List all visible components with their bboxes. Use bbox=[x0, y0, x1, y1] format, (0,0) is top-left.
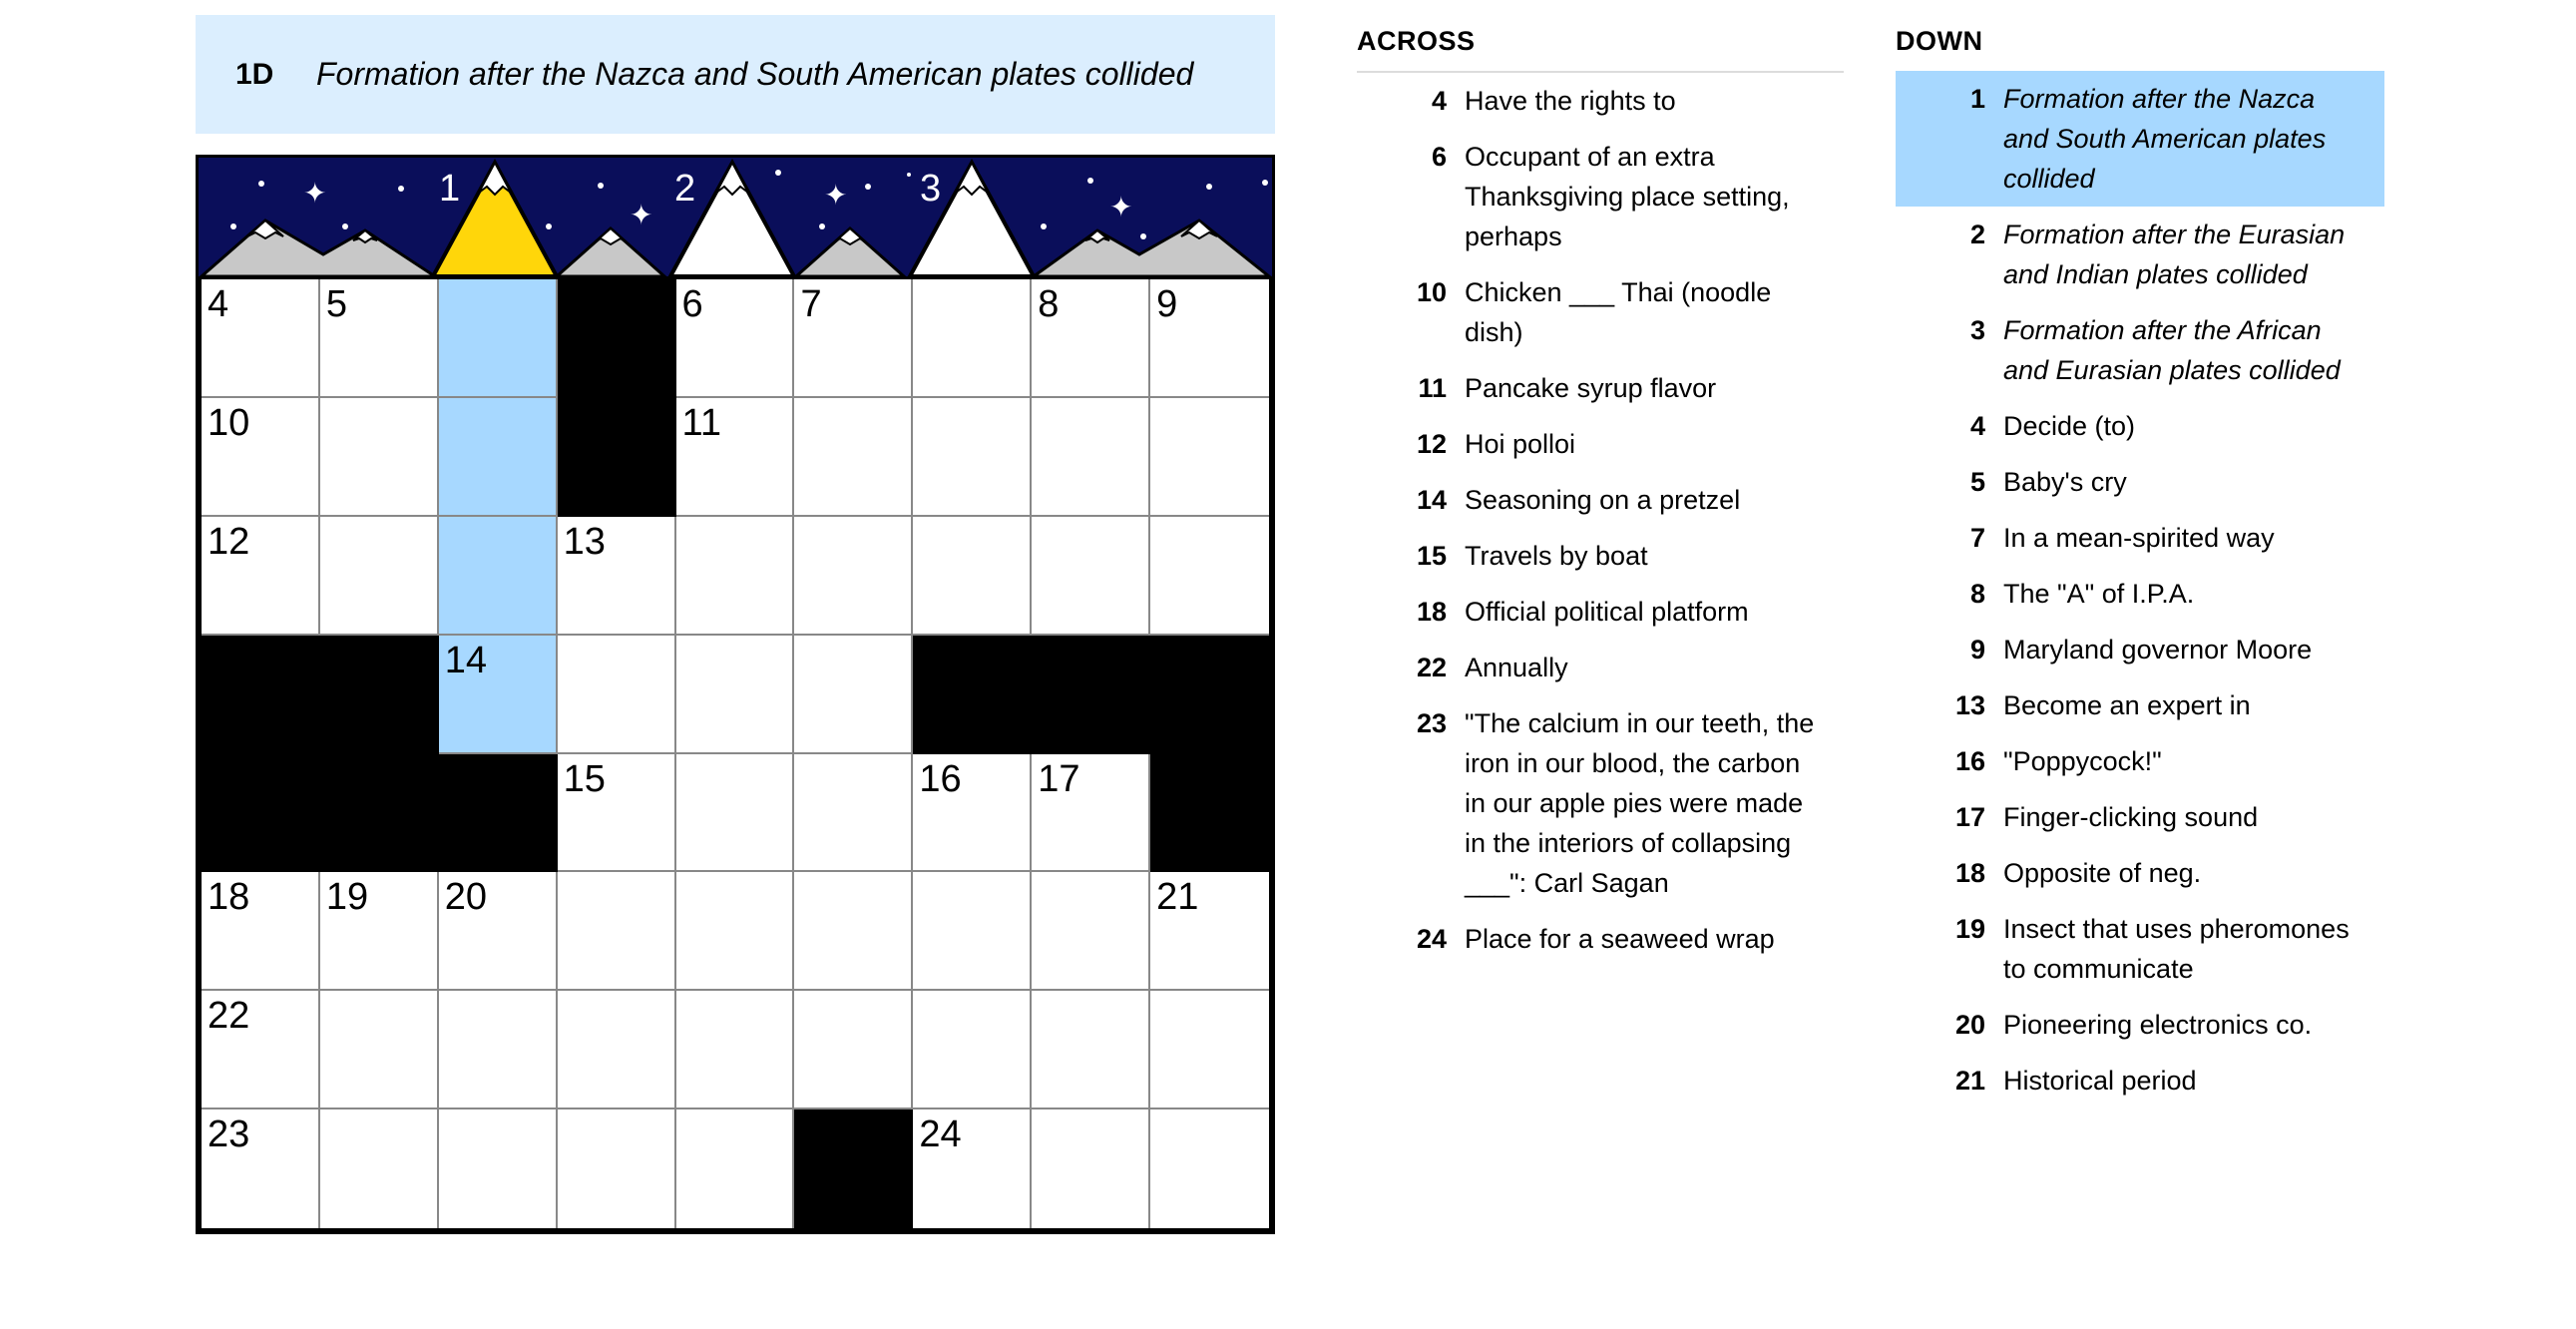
clue-number: 8 bbox=[1969, 579, 1985, 609]
clue-number: 11 bbox=[1418, 373, 1447, 403]
cell-number: 5 bbox=[325, 283, 348, 325]
header-number-1: 1 bbox=[439, 168, 461, 210]
down-clue-16[interactable] bbox=[1896, 733, 2384, 789]
grid-cell[interactable] bbox=[558, 517, 676, 636]
cell-number: 20 bbox=[444, 876, 488, 919]
grid-cell[interactable] bbox=[1150, 279, 1269, 398]
current-clue-bar bbox=[196, 15, 1275, 134]
grid-cell[interactable] bbox=[1150, 872, 1269, 991]
grid-cell[interactable] bbox=[794, 754, 913, 873]
clue-text: Insect that uses pheromones to communicate bbox=[2003, 914, 2350, 984]
clue-text: "The calcium in our teeth, the iron in our blood, the carbon in our apple pies were made in the interiors of collapsing ___": Carl Sagan bbox=[1465, 708, 1815, 898]
grid-cell[interactable] bbox=[202, 398, 320, 517]
down-clue-1[interactable] bbox=[1896, 71, 2384, 207]
down-clue-7[interactable] bbox=[1896, 510, 2384, 566]
clue-text: Seasoning on a pretzel bbox=[1465, 485, 1741, 515]
clue-number: 2 bbox=[1969, 220, 1985, 249]
clue-text: Annually bbox=[1465, 653, 1568, 682]
grid-cell[interactable] bbox=[794, 279, 913, 398]
down-heading: DOWN bbox=[1896, 26, 1983, 56]
clue-number: 19 bbox=[1954, 914, 1985, 944]
down-clue-2[interactable] bbox=[1896, 207, 2384, 302]
grid-cell[interactable] bbox=[558, 636, 676, 754]
grid-cell[interactable] bbox=[320, 279, 439, 398]
down-clue-18[interactable] bbox=[1896, 845, 2384, 901]
clue-number: 21 bbox=[1954, 1066, 1985, 1096]
grid-cell[interactable] bbox=[320, 1109, 439, 1228]
clue-number: 6 bbox=[1431, 142, 1447, 172]
clue-number: 13 bbox=[1954, 690, 1985, 720]
grid-cell[interactable] bbox=[439, 279, 558, 398]
block-cell bbox=[558, 398, 676, 517]
across-clue-10[interactable] bbox=[1357, 264, 1844, 360]
grid-cell[interactable] bbox=[676, 991, 795, 1109]
clue-number: 9 bbox=[1969, 635, 1985, 664]
clue-number: 15 bbox=[1416, 541, 1447, 571]
cell-number: 13 bbox=[563, 520, 606, 563]
clue-text: Opposite of neg. bbox=[2003, 858, 2202, 888]
grid-cell[interactable] bbox=[913, 279, 1032, 398]
clue-number: 24 bbox=[1416, 924, 1447, 954]
grid-cell[interactable] bbox=[558, 754, 676, 873]
grid-cell[interactable] bbox=[794, 872, 913, 991]
grid-cell[interactable] bbox=[913, 872, 1032, 991]
across-clue-18[interactable] bbox=[1357, 584, 1844, 640]
across-clue-24[interactable] bbox=[1357, 911, 1844, 967]
down-clue-20[interactable] bbox=[1896, 997, 2384, 1053]
cell-number: 18 bbox=[208, 876, 250, 919]
across-clue-15[interactable] bbox=[1357, 528, 1844, 584]
block-cell bbox=[1032, 636, 1150, 754]
down-clue-4[interactable] bbox=[1896, 398, 2384, 454]
cell-number: 12 bbox=[208, 520, 250, 563]
grid-cell[interactable] bbox=[202, 517, 320, 636]
grid-cell[interactable] bbox=[1150, 1109, 1269, 1228]
clue-number: 7 bbox=[1969, 523, 1985, 553]
grid-cell[interactable] bbox=[439, 398, 558, 517]
grid-cell[interactable] bbox=[676, 398, 795, 517]
current-clue-text: Formation after the Nazca and South American plates collided bbox=[316, 56, 1194, 92]
grid-cell[interactable] bbox=[202, 279, 320, 398]
current-clue-number: 1D bbox=[235, 57, 274, 91]
clue-number: 18 bbox=[1416, 597, 1447, 627]
cell-number: 8 bbox=[1038, 283, 1060, 325]
cell-number: 24 bbox=[919, 1113, 962, 1156]
grid-cell[interactable] bbox=[913, 991, 1032, 1109]
grid-cell[interactable] bbox=[439, 872, 558, 991]
clue-text: Formation after the Eurasian and Indian plates collided bbox=[2003, 220, 2346, 289]
clue-number: 1 bbox=[1969, 84, 1985, 114]
clue-text: Become an expert in bbox=[2003, 690, 2251, 720]
across-clue-6[interactable] bbox=[1357, 129, 1844, 264]
grid-cell[interactable] bbox=[1032, 279, 1150, 398]
clue-number: 16 bbox=[1954, 746, 1985, 776]
grid-cell[interactable] bbox=[676, 872, 795, 991]
grid-cell[interactable] bbox=[794, 991, 913, 1109]
down-clue-19[interactable] bbox=[1896, 901, 2384, 997]
cell-number: 16 bbox=[919, 757, 962, 800]
clue-text: Historical period bbox=[2003, 1066, 2197, 1096]
grid-cell[interactable] bbox=[439, 636, 558, 754]
grid-cell[interactable] bbox=[558, 1109, 676, 1228]
clue-text: In a mean-spirited way bbox=[2003, 523, 2275, 553]
clue-text: Pioneering electronics co. bbox=[2003, 1010, 2313, 1040]
across-heading: ACROSS bbox=[1357, 20, 1844, 73]
clue-text: Official political platform bbox=[1465, 597, 1749, 627]
cell-number: 4 bbox=[208, 283, 229, 325]
grid-cell[interactable] bbox=[1150, 398, 1269, 517]
clue-number: 5 bbox=[1969, 467, 1985, 497]
grid-cell[interactable] bbox=[202, 1109, 320, 1228]
clue-text: Finger-clicking sound bbox=[2003, 802, 2259, 832]
grid-cell[interactable] bbox=[320, 872, 439, 991]
clue-text: Formation after the African and Eurasian plates collided bbox=[2003, 315, 2341, 385]
down-clue-3[interactable] bbox=[1896, 302, 2384, 398]
cell-number: 19 bbox=[325, 876, 369, 919]
clue-text: Travels by boat bbox=[1465, 541, 1648, 571]
grid-cell[interactable] bbox=[676, 636, 795, 754]
down-clue-17[interactable] bbox=[1896, 789, 2384, 845]
block-cell bbox=[1150, 754, 1269, 873]
down-clue-9[interactable] bbox=[1896, 622, 2384, 677]
grid-cell[interactable] bbox=[202, 991, 320, 1109]
across-clue-12[interactable] bbox=[1357, 416, 1844, 472]
grid-cell[interactable] bbox=[794, 636, 913, 754]
cell-number: 7 bbox=[800, 283, 822, 325]
mountain-range-illustration bbox=[196, 155, 1275, 279]
clue-text: Have the rights to bbox=[1465, 86, 1676, 116]
cell-number: 14 bbox=[444, 639, 488, 681]
grid-cell[interactable] bbox=[1150, 517, 1269, 636]
svg-text:✦: ✦ bbox=[630, 200, 653, 230]
across-clue-22[interactable] bbox=[1357, 640, 1844, 695]
svg-text:✦: ✦ bbox=[303, 178, 327, 209]
grid-cell[interactable] bbox=[913, 1109, 1032, 1228]
cell-number: 6 bbox=[681, 283, 703, 325]
grid-cell[interactable] bbox=[794, 398, 913, 517]
clue-text: Hoi polloi bbox=[1465, 429, 1576, 459]
grid-cell[interactable] bbox=[1032, 398, 1150, 517]
across-clue-list bbox=[1357, 20, 1844, 967]
clue-number: 4 bbox=[1969, 411, 1985, 441]
block-cell bbox=[558, 279, 676, 398]
cell-number: 22 bbox=[208, 995, 250, 1038]
cell-number: 11 bbox=[681, 401, 721, 444]
clue-text: Place for a seaweed wrap bbox=[1465, 924, 1775, 954]
grid-cell[interactable] bbox=[439, 1109, 558, 1228]
block-cell bbox=[439, 754, 558, 873]
down-clue-8[interactable] bbox=[1896, 566, 2384, 622]
across-clue-4[interactable] bbox=[1357, 73, 1844, 129]
grid-cell[interactable] bbox=[1032, 991, 1150, 1109]
clue-number: 17 bbox=[1954, 802, 1985, 832]
clue-number: 4 bbox=[1431, 86, 1447, 116]
clue-number: 10 bbox=[1416, 277, 1447, 307]
block-cell bbox=[202, 754, 320, 873]
grid-cell[interactable] bbox=[913, 398, 1032, 517]
grid-cell[interactable] bbox=[1032, 1109, 1150, 1228]
down-clue-5[interactable] bbox=[1896, 454, 2384, 510]
grid-cell[interactable] bbox=[794, 517, 913, 636]
clue-text: Pancake syrup flavor bbox=[1465, 373, 1717, 403]
grid-cell[interactable] bbox=[1150, 991, 1269, 1109]
cell-number: 10 bbox=[208, 401, 250, 444]
mountain-header bbox=[196, 155, 1275, 279]
down-clue-21[interactable] bbox=[1896, 1053, 2384, 1108]
grid-cell[interactable] bbox=[558, 872, 676, 991]
down-clue-13[interactable] bbox=[1896, 677, 2384, 733]
block-cell bbox=[320, 754, 439, 873]
grid-cell[interactable] bbox=[676, 1109, 795, 1228]
grid-cell[interactable] bbox=[676, 279, 795, 398]
header-number-2: 2 bbox=[674, 168, 696, 210]
block-cell bbox=[202, 636, 320, 754]
clue-text: Decide (to) bbox=[2003, 411, 2136, 441]
clue-text: Maryland governor Moore bbox=[2003, 635, 2313, 664]
clue-number: 22 bbox=[1416, 653, 1447, 682]
svg-text:✦: ✦ bbox=[824, 180, 848, 211]
grid-cell[interactable] bbox=[320, 517, 439, 636]
clue-text: Baby's cry bbox=[2003, 467, 2127, 497]
cell-number: 17 bbox=[1038, 757, 1080, 800]
clue-number: 18 bbox=[1954, 858, 1985, 888]
grid-cell[interactable] bbox=[1032, 754, 1150, 873]
across-clue-23[interactable] bbox=[1357, 695, 1844, 911]
clue-text: Chicken ___ Thai (noodle dish) bbox=[1465, 277, 1772, 347]
grid-cell[interactable] bbox=[676, 517, 795, 636]
clue-number: 3 bbox=[1969, 315, 1985, 345]
across-clue-14[interactable] bbox=[1357, 472, 1844, 528]
svg-text:✦: ✦ bbox=[1109, 192, 1133, 222]
crossword-grid bbox=[196, 279, 1275, 1234]
header-number-3: 3 bbox=[920, 168, 942, 210]
clue-text: Formation after the Nazca and South American plates collided bbox=[2003, 84, 2327, 194]
block-cell bbox=[913, 636, 1032, 754]
clue-text: The "A" of I.P.A. bbox=[2003, 579, 2195, 609]
clue-number: 14 bbox=[1416, 485, 1447, 515]
grid-cell[interactable] bbox=[913, 517, 1032, 636]
cell-number: 15 bbox=[563, 757, 606, 800]
grid-cell[interactable] bbox=[1032, 872, 1150, 991]
cell-number: 9 bbox=[1156, 283, 1178, 325]
across-clue-11[interactable] bbox=[1357, 360, 1844, 416]
block-cell bbox=[1150, 636, 1269, 754]
grid-cell[interactable] bbox=[439, 991, 558, 1109]
grid-cell[interactable] bbox=[913, 754, 1032, 873]
grid-cell[interactable] bbox=[558, 991, 676, 1109]
grid-cell[interactable] bbox=[439, 517, 558, 636]
grid-cell[interactable] bbox=[320, 398, 439, 517]
grid-cell[interactable] bbox=[202, 872, 320, 991]
clue-number: 12 bbox=[1416, 429, 1447, 459]
grid-cell[interactable] bbox=[676, 754, 795, 873]
grid-cell[interactable] bbox=[320, 991, 439, 1109]
grid-cell[interactable] bbox=[1032, 517, 1150, 636]
block-cell bbox=[794, 1109, 913, 1228]
cell-number: 23 bbox=[208, 1113, 250, 1156]
block-cell bbox=[320, 636, 439, 754]
down-clue-list bbox=[1896, 20, 2384, 1108]
clue-text: "Poppycock!" bbox=[2003, 746, 2162, 776]
crossword-board bbox=[196, 155, 1275, 1234]
clue-number: 20 bbox=[1954, 1010, 1985, 1040]
clue-text: Occupant of an extra Thanksgiving place setting, perhaps bbox=[1465, 142, 1790, 251]
clue-number: 23 bbox=[1416, 708, 1447, 738]
cell-number: 21 bbox=[1156, 876, 1199, 919]
